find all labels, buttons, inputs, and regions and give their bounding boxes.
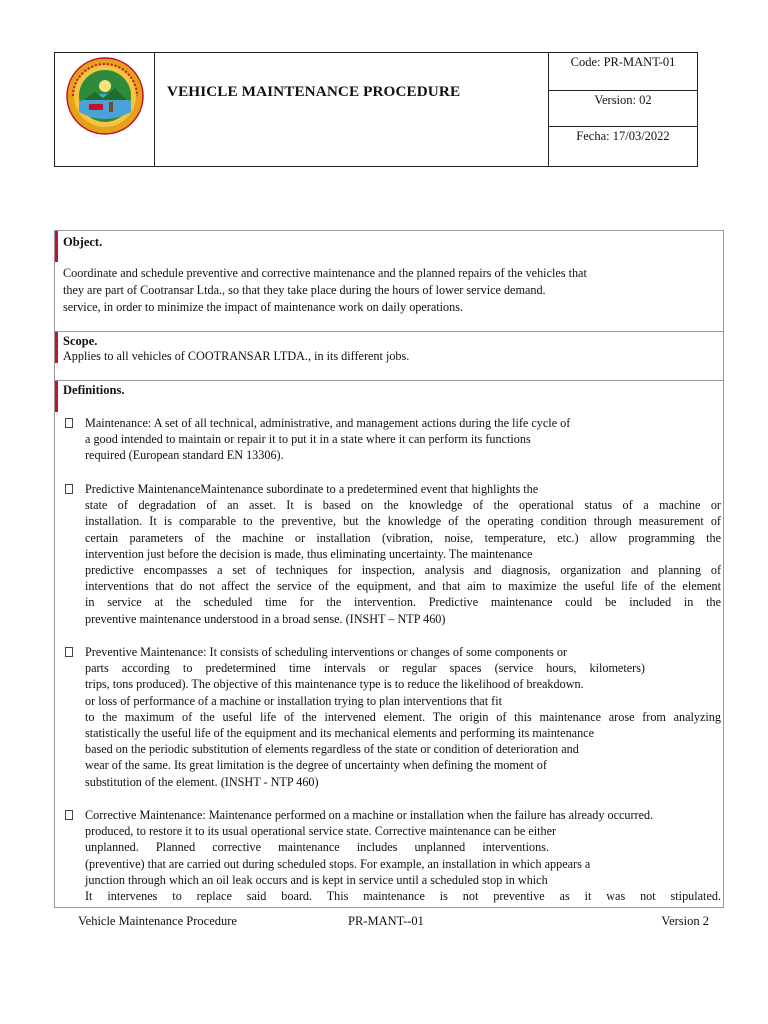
logo-cell: [55, 53, 155, 166]
document-header: [54, 52, 698, 167]
checkbox-bullet-icon: [65, 810, 73, 820]
definition-line: unplanned. Planned corrective maintenance includes unplanned interventions.: [85, 840, 549, 855]
definition-line: Predictive MaintenanceMaintenance subordinate to a predetermined event that highlights the: [85, 482, 539, 496]
definition-preventive: [85, 644, 721, 790]
footer-document-code: PR-MANT--01: [348, 914, 424, 928]
definition-line: required (European standard EN 13306).: [85, 448, 284, 463]
definition-line: predictive encompasses a set of techniques for inspection, analysis and diagnosis, organization and planning of: [85, 563, 721, 578]
definitions-section: [55, 381, 723, 908]
object-text: [63, 265, 587, 316]
definition-line: junction through which an oil leak occurs and is kept in service until a scheduled stop in which: [85, 872, 548, 887]
definition-line: parts according to predetermined time intervals or regular spaces (service hours, kilometers): [85, 661, 645, 676]
definition-line: wear of the same. Its great limitation is the degree of uncertainty when defining the moment of: [85, 758, 547, 773]
footer-version: Version 2: [661, 914, 709, 928]
object-section: [55, 231, 723, 332]
definition-predictive: [85, 481, 721, 627]
definition-line: or loss of performance of a machine or installation trying to plan interventions that fit: [85, 693, 502, 708]
definition-line: based on the periodic substitution of elements regardless of the state or condition of deterioration and: [85, 742, 579, 757]
definition-line: state of degradation of an asset. It is based on the knowledge of the operational status of a machine or: [85, 498, 721, 513]
definition-maintenance: [85, 415, 721, 464]
definition-line: (preventive) that are carried out during scheduled stops. For example, an installation in which appears a: [85, 856, 591, 871]
document-title: VEHICLE MAINTENANCE PROCEDURE: [167, 83, 461, 100]
object-line: they are part of Cootransar Ltda., so that they take place during the hours of lower service demand.: [63, 283, 546, 297]
definition-line: Corrective Maintenance: Maintenance performed on a machine or installation when the failure has already occurred.: [85, 808, 654, 822]
definition-line: produced, to restore it to its usual operational service state. Corrective maintenance can be either: [85, 824, 557, 839]
section-accent-bar: [55, 332, 58, 363]
definition-line: preventive maintenance understood in a broad sense. (INSHT – NTP 460): [85, 611, 446, 626]
cootransar-logo-icon: [65, 56, 145, 136]
definition-line: intervention just before the decision is made, thus eliminating uncertainty. The maintenance: [85, 546, 533, 561]
definition-line: Maintenance: A set of all technical, administrative, and management actions during the life cycle of: [85, 416, 571, 430]
definition-line: trips, tons produced). The objective of this maintenance type is to reduce the likelihood of breakdown.: [85, 677, 584, 692]
document-date: Fecha: 17/03/2022: [576, 129, 670, 143]
definition-line: interventions that do not affect the service of the equipment, and that aim to maximize the useful life of the element: [85, 579, 721, 594]
definition-line: It intervenes to replace said board. This maintenance is not preventive as it was not stipulated.: [85, 889, 721, 904]
definition-line: to the maximum of the useful life of the intervened element. The origin of this maintenance arose from analyzing: [85, 709, 721, 724]
document-version: Version: 02: [549, 91, 697, 127]
scope-section: [55, 332, 723, 381]
definition-line: installation. It is comparable to the preventive, but the knowledge of the operating condition through measurement of: [85, 514, 721, 529]
checkbox-bullet-icon: [65, 418, 73, 428]
object-line: service, in order to minimize the impact of maintenance work on daily operations.: [63, 300, 464, 314]
scope-text: Applies to all vehicles of COOTRANSAR LTDA., in its different jobs.: [63, 349, 410, 363]
definition-line: a good intended to maintain or repair it to put it in a state where it can perform its functions: [85, 432, 531, 447]
page-footer: [0, 912, 768, 932]
content-table: [54, 230, 724, 908]
definition-line: statistically the useful life of the equipment and its mechanical elements and performing its maintenance: [85, 726, 595, 741]
object-line: Coordinate and schedule preventive and corrective maintenance and the planned repairs of the vehicles that: [63, 266, 587, 280]
scope-heading: Scope.: [63, 334, 98, 348]
definition-line: substitution of the element. (INSHT - NTP 460): [85, 774, 319, 789]
definition-corrective: [85, 807, 721, 904]
definition-line: Preventive Maintenance: It consists of scheduling interventions or changes of some components or: [85, 645, 567, 659]
checkbox-bullet-icon: [65, 647, 73, 657]
object-heading: Object.: [63, 235, 103, 249]
definition-line: certain parameters of the machine or installation (vibration, noise, temperature, etc.) allow programming the: [85, 530, 721, 545]
definition-line: in service at the scheduled time for the intervention. Predictive maintenance could be included in the: [85, 595, 721, 610]
meta-cell: [549, 53, 697, 166]
checkbox-bullet-icon: [65, 484, 73, 494]
section-accent-bar: [55, 381, 58, 412]
section-accent-bar: [55, 231, 58, 262]
footer-document-name: Vehicle Maintenance Procedure: [78, 914, 237, 928]
title-cell: [155, 53, 549, 166]
document-code: Code: PR-MANT-01: [549, 55, 697, 91]
definitions-heading: Definitions.: [63, 383, 125, 397]
